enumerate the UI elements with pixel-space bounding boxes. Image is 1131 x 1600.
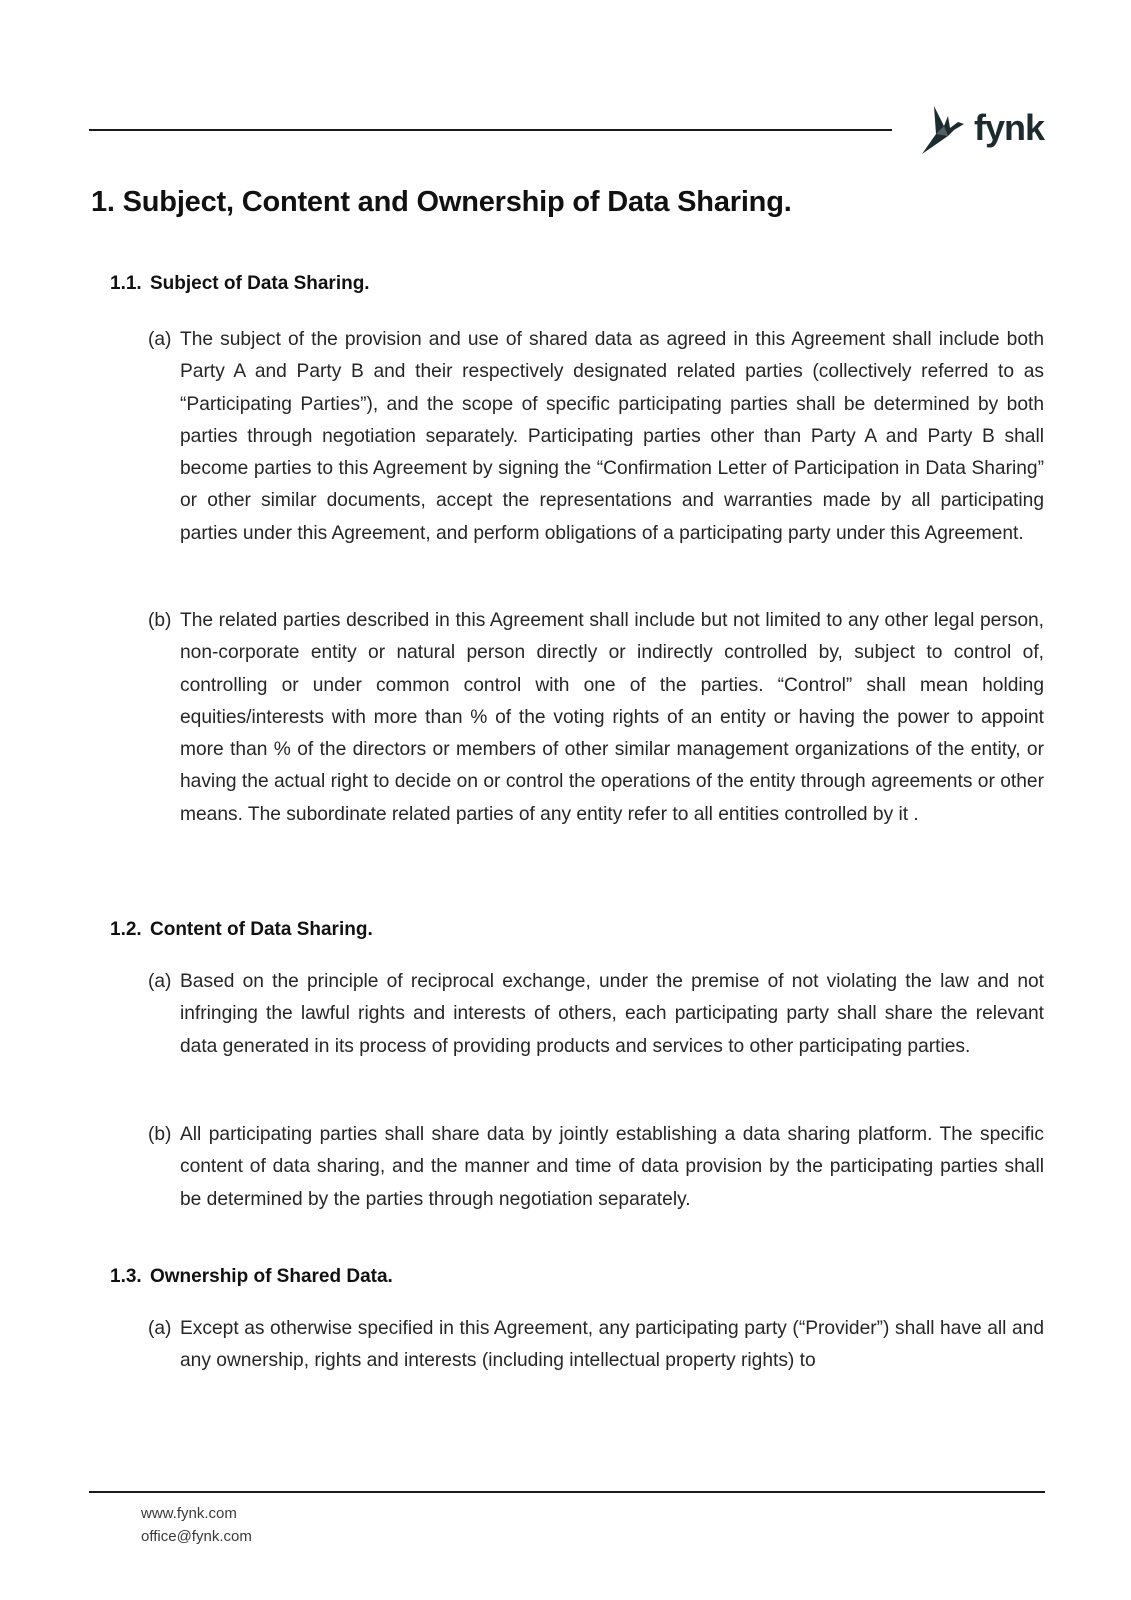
- header-divider: [89, 129, 892, 131]
- clause-1-1-a: [148, 324, 1044, 550]
- clause-1-2-b: [148, 1119, 1044, 1216]
- clause-text: Based on the principle of reciprocal exchange, under the premise of not violating the law and not infringing the lawful rights and interests of others, each participating party shall share the relevant data generated in its process of providing products and services to other participating parties.: [180, 971, 1044, 1057]
- section-number: 1.1.: [110, 273, 142, 294]
- footer-email[interactable]: office@fynk.com: [141, 1528, 252, 1545]
- section-number: 1.2.: [110, 919, 142, 940]
- clause-label: (b): [148, 610, 172, 631]
- clause-1-2-a: [148, 966, 1044, 1063]
- clause-label: (a): [148, 1318, 172, 1339]
- section-heading-1-1: [110, 272, 370, 296]
- section-title: Subject of Data Sharing.: [150, 273, 370, 294]
- section-title: Ownership of Shared Data.: [150, 1266, 393, 1287]
- section-heading-1-3: [110, 1265, 393, 1289]
- clause-1-3-a: [148, 1313, 1044, 1378]
- clause-1-1-b: [148, 605, 1044, 831]
- clause-text: Except as otherwise specified in this Agreement, any participating party (“Provider”) shall have all and any ownership, rights and interests (including intellectual property rights) to: [180, 1318, 1044, 1372]
- section-heading-1-2: [110, 918, 373, 942]
- clause-label: (a): [148, 329, 172, 350]
- clause-text: All participating parties shall share data by jointly establishing a data sharing platform. The specific content of data sharing, and the manner and time of data provision by the participating parties shall be determined by the parties through negotiation separately.: [180, 1124, 1044, 1210]
- page-title: 1. Subject, Content and Ownership of Data Sharing.: [91, 186, 792, 218]
- brand-wordmark: fynk: [974, 107, 1045, 148]
- bird-logo-icon: [918, 104, 974, 156]
- clause-text: The related parties described in this Agreement shall include but not limited to any other legal person, non-corporate entity or natural person directly or indirectly controlled by, subject to control of, controlling or under common control with one of the parties. “Control” shall mean holding equities/interests with more than % of the voting rights of an entity or having the power to appoint more than % of the directors or members of other similar management organizations of the entity, or having the actual right to decide on or control the operations of the entity through agreements or other means. The subordinate related parties of any entity refer to all entities controlled by it .: [180, 610, 1044, 825]
- clause-label: (a): [148, 971, 172, 992]
- section-title: Content of Data Sharing.: [150, 919, 373, 940]
- brand-logo: [918, 104, 1048, 160]
- footer-divider: [89, 1491, 1045, 1493]
- footer-website[interactable]: www.fynk.com: [141, 1505, 237, 1522]
- clause-text: The subject of the provision and use of shared data as agreed in this Agreement shall include both Party A and Party B and their respectively designated related parties (collectively referred to as “Participating Parties”), and the scope of specific participating parties shall be determined by both parties through negotiation separately. Participating parties other than Party A and Party B shall become parties to this Agreement by signing the “Confirmation Letter of Participation in Data Sharing” or other similar documents, accept the representations and warranties made by all participating parties under this Agreement, and perform obligations of a participating party under this Agreement.: [180, 329, 1044, 544]
- section-number: 1.3.: [110, 1266, 142, 1287]
- clause-label: (b): [148, 1124, 172, 1145]
